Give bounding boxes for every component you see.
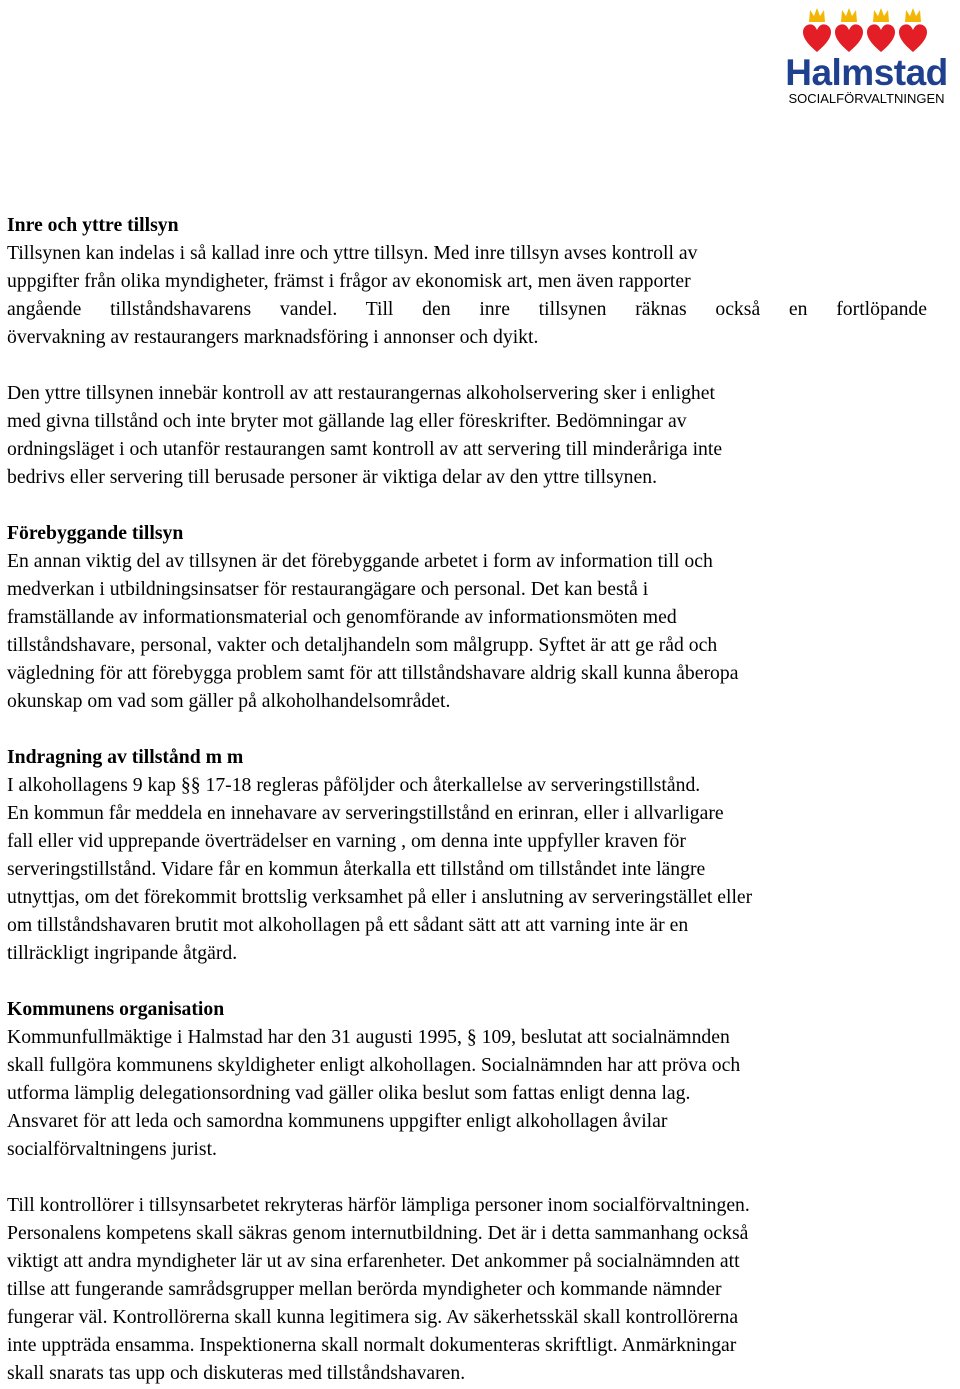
paragraph-line: utforma lämplig delegationsordning vad gäller olika beslut som fattas enligt denna lag. bbox=[7, 1082, 691, 1104]
section-forebyggande-tillsyn bbox=[7, 519, 927, 715]
paragraph-line: Till kontrollörer i tillsynsarbetet rekryteras härför lämpliga personer inom socialförvaltningen. bbox=[7, 1194, 750, 1216]
paragraph-line: Personalens kompetens skall säkras genom internutbildning. Det är i detta sammanhang också bbox=[7, 1222, 749, 1244]
paragraph-line: skall fullgöra kommunens skyldigheter enligt alkohollagen. Socialnämnden har att pröva och bbox=[7, 1054, 741, 1076]
paragraph-line: En kommun får meddela en innehavare av serveringstillstånd en erinran, eller i allvarligare bbox=[7, 802, 724, 824]
heart-icons bbox=[803, 24, 927, 52]
paragraph-line: bedrivs eller servering till berusade personer är viktiga delar av den yttre tillsynen. bbox=[7, 466, 658, 488]
paragraph-line: om tillståndshavaren brutit mot alkohollagen på ett sådant sätt att att varning inte är en bbox=[7, 914, 689, 936]
paragraph-line: tillräckligt ingripande åtgärd. bbox=[7, 942, 238, 964]
paragraph-line: tillse att fungerande samrådsgrupper mellan berörda myndigheter och kommande nämnder bbox=[7, 1278, 722, 1300]
paragraph-line: Den yttre tillsynen innebär kontroll av att restaurangernas alkoholservering sker i enlighet bbox=[7, 382, 715, 404]
spacer bbox=[7, 351, 927, 379]
paragraph-line: Ansvaret för att leda och samordna kommunens uppgifter enligt alkohollagen åvilar bbox=[7, 1110, 668, 1132]
paragraph-line: En annan viktig del av tillsynen är det förebyggande arbetet i form av information till och bbox=[7, 550, 713, 572]
halmstad-logo bbox=[779, 6, 954, 106]
paragraph-line: okunskap om vad som gäller på alkoholhandelsområdet. bbox=[7, 690, 451, 712]
spacer bbox=[7, 491, 927, 519]
paragraph-line: Kommunfullmäktige i Halmstad har den 31 augusti 1995, § 109, beslutat att socialnämnden bbox=[7, 1026, 730, 1048]
section-yttre-tillsyn bbox=[7, 379, 927, 491]
crown-icons bbox=[809, 8, 921, 22]
spacer bbox=[7, 967, 927, 995]
section-heading: Kommunens organisation bbox=[7, 998, 225, 1020]
paragraph-line: utnyttjas, om det förekommit brottslig verksamhet på eller i anslutning av serveringstället eller bbox=[7, 886, 753, 908]
paragraph-line: övervakning av restaurangers marknadsföring i annonser och dyikt. bbox=[7, 326, 539, 348]
section-kommunens-organisation bbox=[7, 995, 927, 1163]
paragraph-line: serveringstillstånd. Vidare får en kommun återkalla ett tillstånd om tillståndet inte längre bbox=[7, 858, 706, 880]
paragraph-line: viktigt att andra myndigheter lär ut av sina erfarenheter. Det ankommer på socialnämnden att bbox=[7, 1250, 740, 1272]
spacer bbox=[7, 715, 927, 743]
paragraph-line: tillståndshavare, personal, vakter och detaljhandeln som målgrupp. Syftet är att ge råd och bbox=[7, 634, 718, 656]
section-kontrollorer bbox=[7, 1191, 927, 1387]
paragraph-line: medverkan i utbildningsinsatser för restaurangägare och personal. Det kan bestå i bbox=[7, 578, 649, 600]
logo-subtitle: SOCIALFÖRVALTNINGEN bbox=[788, 91, 945, 106]
section-heading: Förebyggande tillsyn bbox=[7, 522, 184, 544]
paragraph-line: fall eller vid upprepande överträdelser en varning , om denna inte uppfyller kraven för bbox=[7, 830, 686, 852]
paragraph-line: I alkohollagens 9 kap §§ 17-18 regleras påföljder och återkallelse av serveringstillstånd. bbox=[7, 774, 701, 796]
section-heading: Inre och yttre tillsyn bbox=[7, 214, 179, 236]
paragraph-line: vägledning för att förebygga problem samt för att tillståndshavare aldrig skall kunna åberopa bbox=[7, 662, 739, 684]
spacer bbox=[7, 1163, 927, 1191]
paragraph-line: skall snarats tas upp och diskuteras med tillståndshavaren. bbox=[7, 1362, 466, 1384]
paragraph-line: fungerar väl. Kontrollörerna skall kunna legitimera sig. Av säkerhetsskäl skall kontrollörerna bbox=[7, 1306, 739, 1328]
paragraph-line: framställande av informationsmaterial och genomförande av informationsmöten med bbox=[7, 606, 677, 628]
paragraph-line: Tillsynen kan indelas i så kallad inre och yttre tillsyn. Med inre tillsyn avses kontroll av bbox=[7, 242, 698, 264]
logo-wordmark: Halmstad bbox=[785, 52, 948, 93]
section-inre-och-yttre-tillsyn bbox=[7, 211, 927, 351]
document-body bbox=[7, 211, 927, 1387]
section-heading: Indragning av tillstånd m m bbox=[7, 746, 244, 768]
paragraph-line: socialförvaltningens jurist. bbox=[7, 1138, 217, 1160]
section-indragning-av-tillstand bbox=[7, 743, 927, 967]
paragraph-line: med givna tillstånd och inte bryter mot gällande lag eller föreskrifter. Bedömningar av bbox=[7, 410, 687, 432]
crowned-hearts-emblem bbox=[779, 6, 954, 56]
paragraph-line: ordningsläget i och utanför restaurangen samt kontroll av att servering till minderåriga inte bbox=[7, 438, 723, 460]
paragraph-line: angående tillståndshavarens vandel. Till den inre tillsynen räknas också en fortlöpande bbox=[7, 298, 927, 320]
paragraph-line: uppgifter från olika myndigheter, främst i frågor av ekonomisk art, men även rapporter bbox=[7, 270, 691, 292]
paragraph-line: inte uppträda ensamma. Inspektionerna skall normalt dokumenteras skriftligt. Anmärkningar bbox=[7, 1334, 737, 1356]
